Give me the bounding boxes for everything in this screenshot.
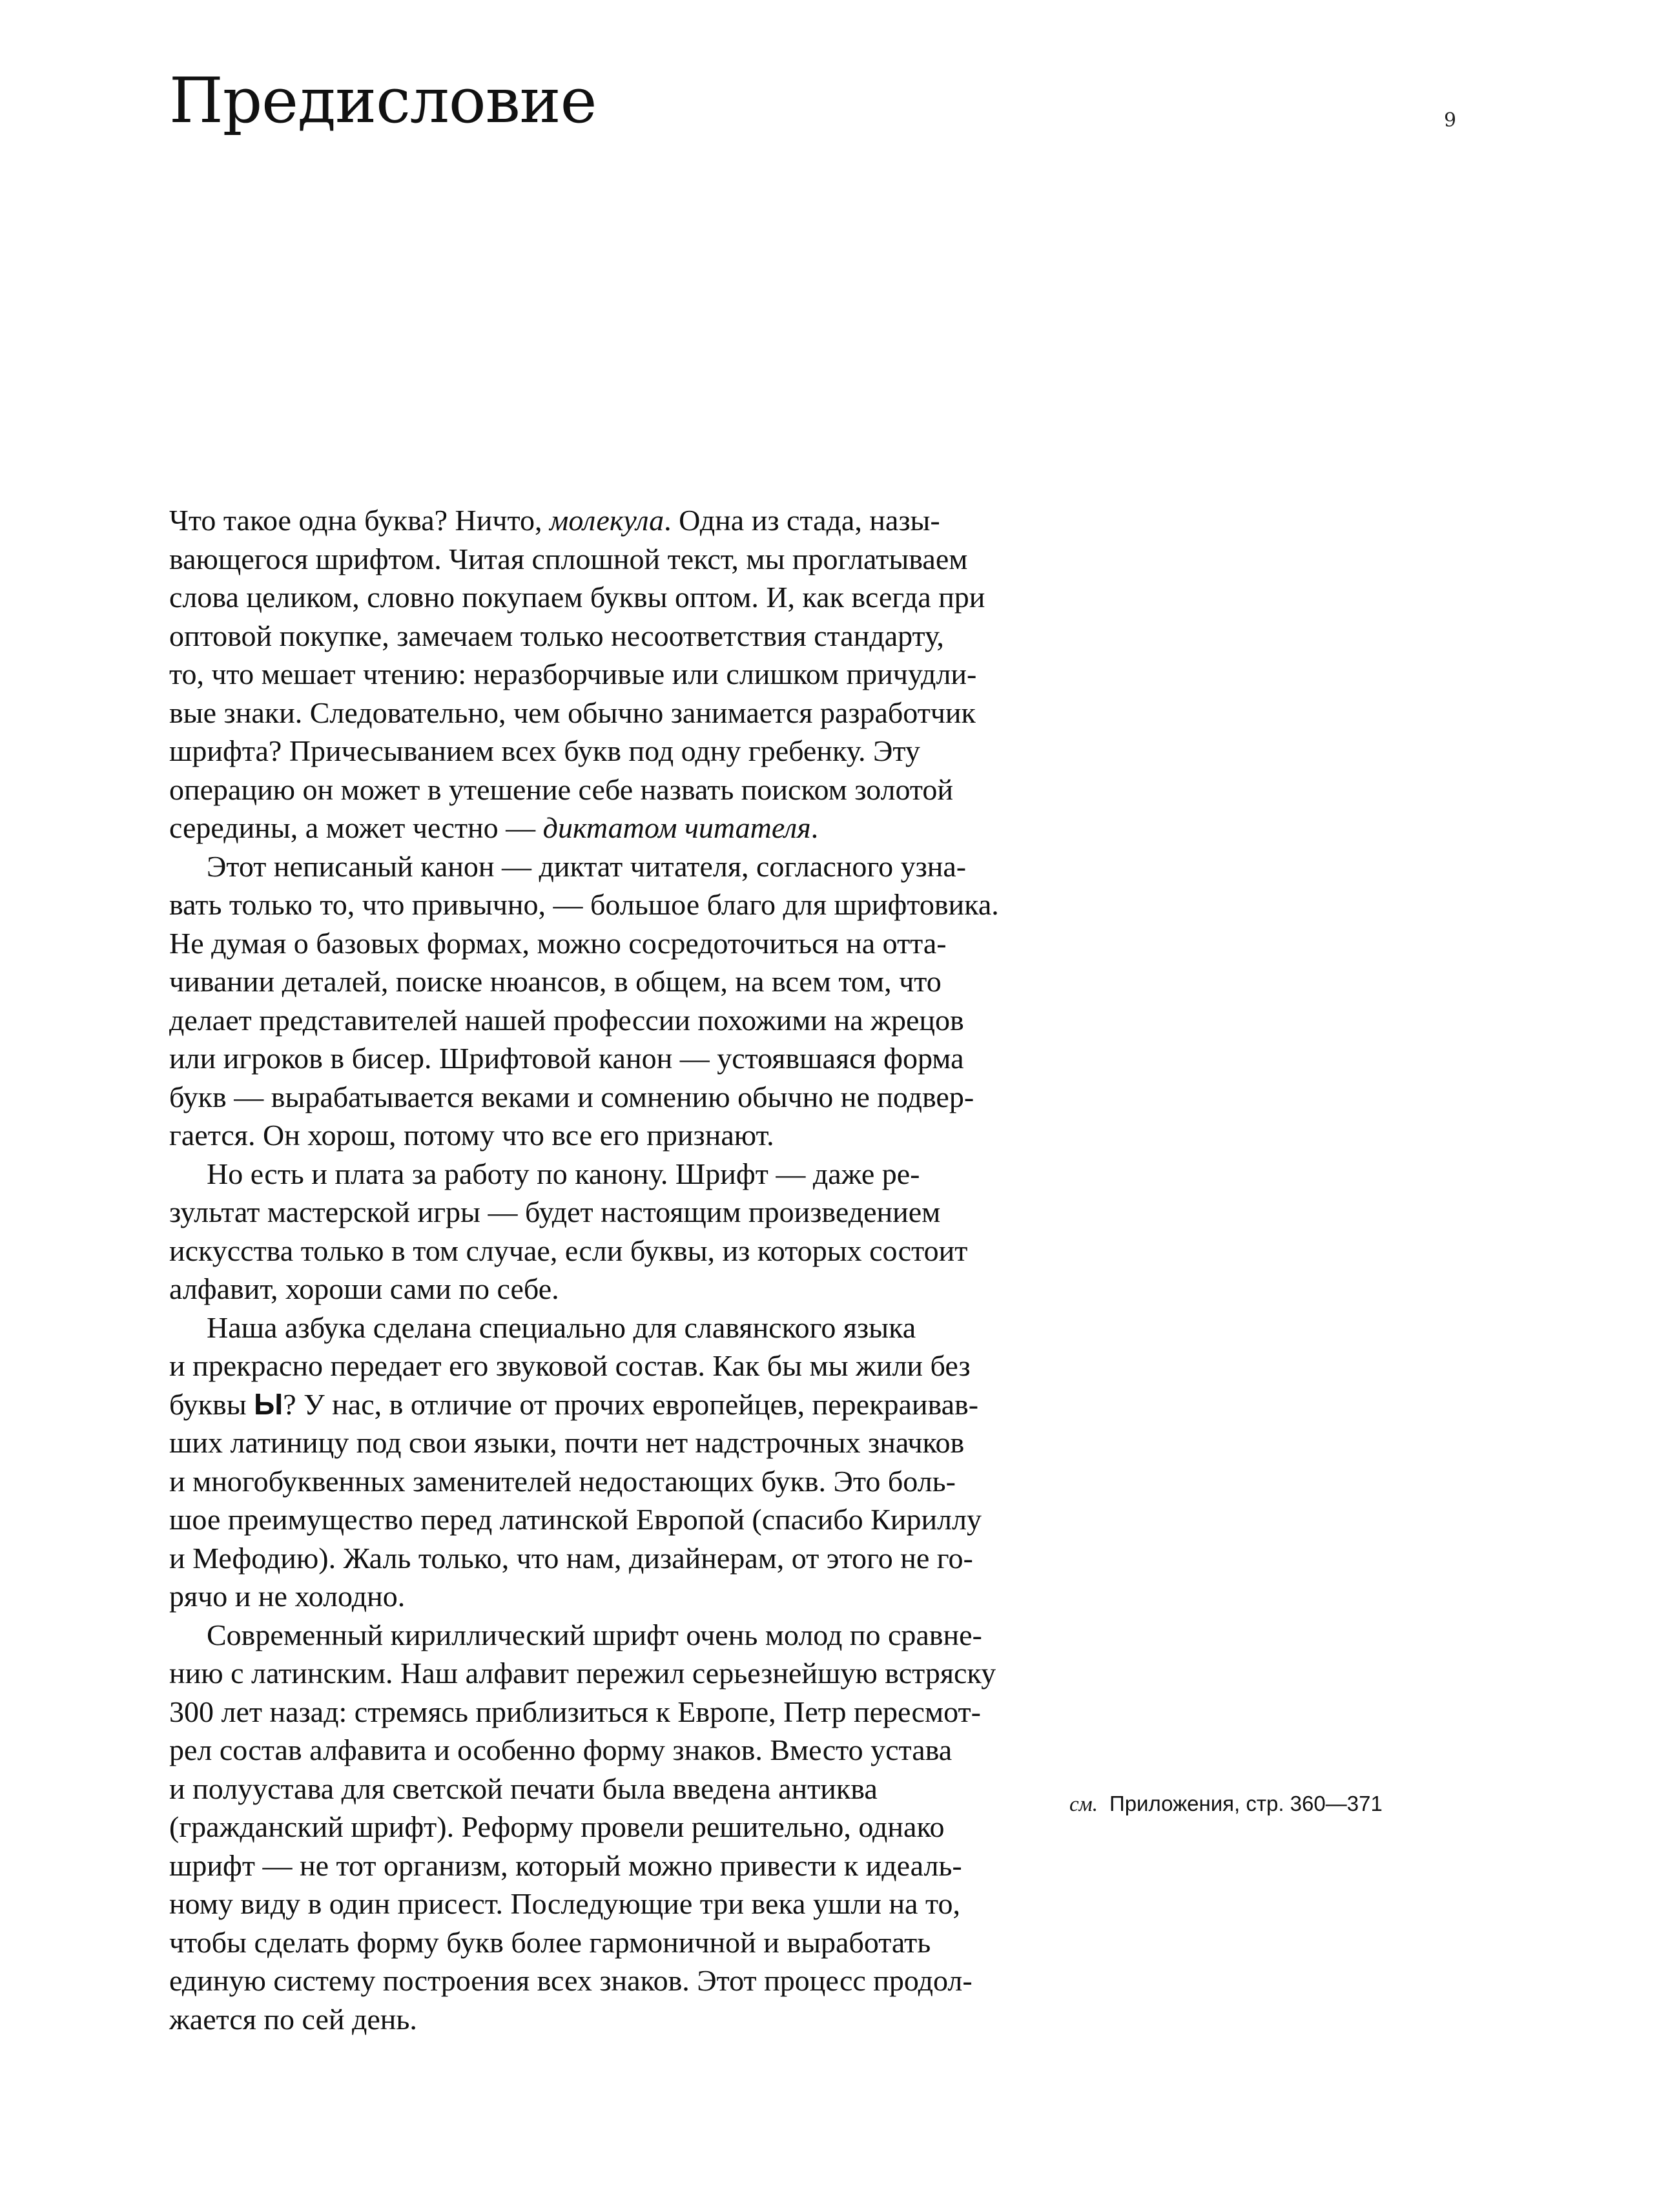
text-segment: операцию он может в утешение себе назвать поиском золотой [169, 772, 953, 806]
text-line [169, 885, 1035, 924]
margin-note [1069, 1793, 1383, 1815]
text-line [169, 1577, 1035, 1616]
text-line [169, 1039, 1035, 1078]
text-segment: Что такое одна буква? Ничто, [169, 504, 550, 537]
text-segment: вые знаки. Следовательно, чем обычно занимается разработчик [169, 696, 976, 729]
text-line [169, 617, 1035, 656]
text-segment: или игроков в бисер. Шрифтовой канон — устоявшаяся форма [169, 1042, 964, 1075]
text-segment: буквы [169, 1387, 254, 1421]
text-line [169, 1539, 1035, 1578]
text-line [169, 1078, 1035, 1117]
text-segment: зультат мастерской игры — будет настоящим произведением [169, 1195, 941, 1228]
text-line [169, 1347, 1035, 1385]
text-line [169, 770, 1035, 809]
text-segment: и многобуквенных заменителей недостающих букв. Это боль- [169, 1464, 956, 1498]
text-line [169, 1385, 1035, 1424]
text-segment: вать только то, что привычно, — большое благо для шрифтовика. [169, 888, 999, 921]
text-segment: Но есть и плата за работу по канону. Шрифт — даже ре- [207, 1157, 920, 1190]
text-line [169, 1731, 1035, 1770]
margin-note-reference: Приложения, стр. 360—371 [1109, 1792, 1383, 1815]
emphasized-text: диктатом читателя [542, 811, 811, 844]
text-segment: . [810, 811, 819, 844]
page-title: Предисловие [169, 65, 597, 137]
text-segment: чивании деталей, поиске нюансов, в общем, на всем том, что [169, 965, 942, 998]
text-line [169, 655, 1035, 694]
text-line [169, 694, 1035, 732]
text-segment: делает представителей нашей профессии похожими на жрецов [169, 1003, 964, 1037]
text-segment: гается. Он хорош, потому что все его признают. [169, 1119, 774, 1152]
text-segment: жается по сей день. [169, 2002, 417, 2036]
text-segment: шрифта? Причесыванием всех букв под одну гребенку. Эту [169, 734, 920, 767]
highlighted-letter: Ы [254, 1387, 283, 1421]
paragraph [169, 1616, 1035, 2039]
text-line [169, 809, 1035, 847]
text-line [169, 1846, 1035, 1885]
paragraph [169, 1308, 1035, 1616]
text-line [169, 1116, 1035, 1155]
text-segment: то, что мешает чтению: неразборчивые или слишком причудли- [169, 657, 977, 690]
text-line [169, 962, 1035, 1001]
text-line [169, 1001, 1035, 1040]
text-segment: и Мефодию). Жаль только, что нам, дизайнерам, от этого не го- [169, 1541, 973, 1575]
text-segment: середины, а может честно — [169, 811, 543, 844]
text-line [169, 1923, 1035, 1962]
text-line [169, 578, 1035, 617]
text-line [169, 1193, 1035, 1232]
paragraph [169, 1155, 1035, 1308]
text-segment: 300 лет назад: стремясь приблизиться к Европе, Петр пересмот- [169, 1695, 981, 1728]
text-line [169, 501, 1035, 540]
text-line [169, 1423, 1035, 1462]
text-segment: . Одна из стада, назы- [664, 504, 940, 537]
text-segment: алфавит, хороши сами по себе. [169, 1272, 559, 1305]
text-segment: и полуустава для светской печати была введена антиква [169, 1772, 878, 1805]
text-segment: букв — вырабатывается веками и сомнению обычно не подвер- [169, 1080, 974, 1113]
text-segment: ших латиницу под свои языки, почти нет надстрочных значков [169, 1426, 965, 1459]
text-line [169, 1462, 1035, 1501]
text-line [169, 1693, 1035, 1731]
text-segment: (гражданский шрифт). Реформу провели решительно, однако [169, 1810, 945, 1843]
text-segment: рячо и не холодно. [169, 1580, 406, 1613]
text-line [169, 847, 1035, 886]
text-segment: рел состав алфавита и особенно форму знаков. Вместо устава [169, 1733, 953, 1766]
text-segment: ? У нас, в отличие от прочих европейцев, перекраивав- [283, 1387, 979, 1421]
text-segment: Этот неписаный канон — диктат читателя, согласного узна- [207, 849, 967, 883]
text-line [169, 924, 1035, 963]
text-segment: искусства только в том случае, если буквы, из которых состоит [169, 1234, 968, 1267]
text-line [169, 1500, 1035, 1539]
text-line [169, 1232, 1035, 1270]
emphasized-text: молекула [550, 504, 664, 537]
text-segment: Современный кириллический шрифт очень молод по сравне- [207, 1618, 982, 1651]
paragraph [169, 501, 1035, 847]
paragraph [169, 847, 1035, 1155]
text-line [169, 732, 1035, 770]
text-segment: и прекрасно передает его звуковой состав. Как бы мы жили без [169, 1349, 971, 1382]
text-segment: шрифт — не тот организм, который можно привести к идеаль- [169, 1848, 962, 1882]
text-line [169, 1961, 1035, 2000]
text-line [169, 2000, 1035, 2039]
text-line [169, 1616, 1035, 1655]
text-line [169, 1155, 1035, 1194]
text-line [169, 1885, 1035, 1923]
text-segment: Не думая о базовых формах, можно сосредоточиться на отта- [169, 926, 947, 960]
text-line [169, 1270, 1035, 1308]
text-segment: оптовой покупке, замечаем только несоответствия стандарту, [169, 619, 944, 652]
text-segment: нию с латинским. Наш алфавит пережил серьезнейшую встряску [169, 1657, 996, 1690]
text-segment: вающегося шрифтом. Читая сплошной текст, мы проглатываем [169, 542, 968, 575]
margin-note-see-label: см. [1069, 1793, 1098, 1816]
text-segment: ному виду в один присест. Последующие три века ушли на то, [169, 1887, 960, 1920]
text-segment: слова целиком, словно покупаем буквы оптом. И, как всегда при [169, 581, 985, 614]
page-number: 9 [1444, 109, 1457, 132]
text-segment: чтобы сделать форму букв более гармоничной и выработать [169, 1925, 931, 1959]
text-line [169, 1654, 1035, 1693]
text-line [169, 1808, 1035, 1846]
text-line [169, 1770, 1035, 1808]
body-text [169, 501, 1035, 2038]
text-segment: шое преимущество перед латинской Европой (спасибо Кириллу [169, 1503, 982, 1536]
text-segment: единую систему построения всех знаков. Этот процесс продол- [169, 1964, 973, 1997]
text-line [169, 1308, 1035, 1347]
text-segment: Наша азбука сделана специально для славянского языка [207, 1310, 916, 1344]
text-line [169, 540, 1035, 579]
